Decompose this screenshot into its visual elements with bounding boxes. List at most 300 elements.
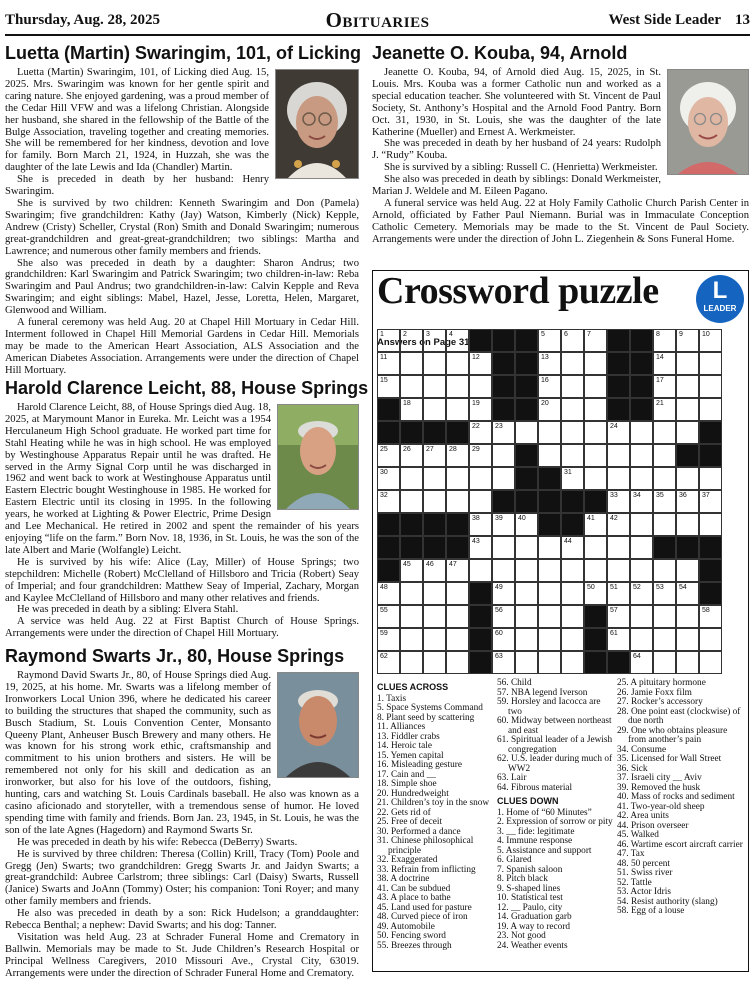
grid-cell[interactable] [630,628,653,651]
grid-cell[interactable] [538,651,561,674]
grid-block [630,375,653,398]
grid-block [515,490,538,513]
grid-cell[interactable]: 41 [584,513,607,536]
grid-cell[interactable]: 58 [699,605,722,628]
grid-cell[interactable] [561,352,584,375]
down-heading: CLUES DOWN [497,796,559,806]
obituary-paragraph: A service was held Aug. 22 at First Baptist Church of House Springs. Arrangements were under the direction of Chapel Hill Mortuary. [5,616,359,640]
grid-cell[interactable] [423,352,446,375]
grid-cell[interactable] [653,444,676,467]
grid-cell[interactable]: 23 [492,421,515,444]
grid-cell[interactable]: 10 [699,329,722,352]
grid-block [630,329,653,352]
grid-block [469,628,492,651]
grid-cell[interactable]: 14 [653,352,676,375]
clue: 11. Alliances [377,722,426,732]
grid-cell[interactable] [561,398,584,421]
grid-cell[interactable] [607,559,630,582]
grid-cell[interactable]: 25 [377,444,400,467]
obituary-kouba [372,42,749,246]
portrait-photo [277,404,359,510]
grid-cell[interactable] [653,513,676,536]
grid-cell[interactable] [492,536,515,559]
grid-cell[interactable]: 31 [561,467,584,490]
clue: 45. Walked [617,830,659,840]
grid-cell[interactable] [607,444,630,467]
grid-cell[interactable] [515,651,538,674]
grid-cell[interactable]: 52 [630,582,653,605]
grid-cell[interactable] [423,490,446,513]
clue: 26. Jamie Foxx film [617,687,692,698]
grid-block [469,582,492,605]
clue: 50. Fencing sword [377,931,446,941]
clue: 52. Tattle [617,877,652,888]
grid-cell[interactable]: 15 [377,375,400,398]
clue: 14. Graduation garb [497,912,572,922]
obituary-swarts [5,645,359,980]
grid-cell[interactable] [492,559,515,582]
grid-cell[interactable] [584,444,607,467]
grid-block [446,421,469,444]
grid-cell[interactable]: 21 [653,398,676,421]
grid-cell[interactable]: 29 [469,444,492,467]
grid-cell[interactable] [561,421,584,444]
grid-block [584,651,607,674]
clue: 17. Cain and __ [377,769,436,780]
clues-column-3 [617,679,745,917]
clue: 33. Refrain from inflicting [377,864,476,875]
grid-cell[interactable] [469,559,492,582]
grid-cell[interactable] [446,651,469,674]
grid-cell[interactable] [446,398,469,421]
grid-cell[interactable] [492,444,515,467]
grid-cell[interactable]: 18 [400,398,423,421]
grid-cell[interactable]: 11 [377,352,400,375]
grid-block [515,467,538,490]
grid-cell[interactable] [469,490,492,513]
clue: 4. Immune response [497,836,573,846]
grid-cell[interactable] [699,467,722,490]
grid-cell[interactable]: 40 [515,513,538,536]
clue: 30. Performed a dance [377,826,461,837]
grid-cell[interactable] [676,628,699,651]
grid-cell[interactable] [423,398,446,421]
obituary-paragraph: He was preceded in death by his wife: Rebecca (DeBerry) Swarts. [17,836,298,848]
clue: 38. A doctrine [377,874,430,884]
clue: 20. Hundredweight [377,788,449,799]
grid-cell[interactable]: 54 [676,582,699,605]
clues-column-2 [497,679,613,951]
grid-cell[interactable] [561,582,584,605]
grid-cell[interactable]: 64 [630,651,653,674]
grid-cell[interactable] [400,375,423,398]
grid-cell[interactable] [400,490,423,513]
grid-cell[interactable]: 43 [469,536,492,559]
grid-cell[interactable]: 51 [607,582,630,605]
grid-cell[interactable]: 57 [607,605,630,628]
grid-cell[interactable]: 59 [377,628,400,651]
grid-cell[interactable] [630,444,653,467]
clue: 31. Chinese philosophical principle [377,836,474,856]
grid-block [515,375,538,398]
grid-block [515,352,538,375]
clue: 43. A place to bathe [377,893,451,903]
clue: 40. Mass of rocks and sediment [617,792,735,802]
grid-cell[interactable]: 27 [423,444,446,467]
grid-cell[interactable] [538,444,561,467]
portrait-photo [667,69,749,175]
grid-cell[interactable]: 20 [538,398,561,421]
grid-cell[interactable] [400,467,423,490]
grid-cell[interactable] [400,651,423,674]
grid-cell[interactable] [584,559,607,582]
grid-cell[interactable] [561,444,584,467]
grid-cell[interactable]: 63 [492,651,515,674]
obituary-paragraph: A funeral ceremony was held Aug. 20 at Chapel Hill Mortuary in Cedar Hill. Interment followed in Chapel Hill Memorial Gardens in Cedar Hill. Memorials may be made to the American Heart Association, ALS Association and the American Diabetes Association. Arrangements were under the direction of Chapel Hill Mortuary. [5,317,359,376]
grid-cell[interactable] [446,467,469,490]
grid-cell[interactable] [538,582,561,605]
grid-cell[interactable] [630,513,653,536]
grid-block [423,513,446,536]
grid-cell[interactable] [676,651,699,674]
grid-cell[interactable] [699,375,722,398]
grid-cell[interactable]: 1 [377,329,400,352]
paper-name: West Side Leader [608,12,721,28]
grid-block [607,352,630,375]
clue: 35. Licensed for Wall Street [617,754,722,764]
obituary-title: Luetta (Martin) Swaringim, 101, of Licking [5,43,362,63]
clue: 58. Egg of a louse [617,906,685,916]
grid-cell[interactable] [400,582,423,605]
grid-cell[interactable] [400,605,423,628]
obituary-title: Jeanette O. Kouba, 94, Arnold [372,43,628,63]
grid-block [469,605,492,628]
grid-cell[interactable]: 32 [377,490,400,513]
obituary-title: Raymond Swarts Jr., 80, House Springs [5,646,345,666]
obituary-body [5,670,359,980]
clue: 47. Tax [617,849,645,859]
grid-block [607,375,630,398]
grid-cell[interactable] [699,352,722,375]
grid-cell[interactable] [676,559,699,582]
clue: 49. Automobile [377,921,435,932]
obituary-body [372,67,749,246]
grid-cell[interactable]: 28 [446,444,469,467]
paper-info [609,12,751,29]
grid-cell[interactable]: 47 [446,559,469,582]
grid-cell[interactable] [515,605,538,628]
grid-cell[interactable]: 60 [492,628,515,651]
clue: 19. A way to record [497,921,571,932]
grid-block [699,444,722,467]
clue: 24. Weather events [497,940,568,951]
grid-cell[interactable]: 44 [561,536,584,559]
clue: 21. Children’s toy in the snow [377,798,490,808]
clue: 18. Simple shoe [377,779,437,789]
grid-cell[interactable] [469,375,492,398]
clue: 56. Child [497,678,532,688]
obituary-paragraph: He also was preceded in death by a son: Rick Hudelson; a granddaughter: Rebecca Benthal; a nephew: David Swarts; and his dog: Tanner. [5,908,359,932]
clue: 16. Misleading gesture [377,760,462,770]
grid-cell[interactable] [561,628,584,651]
grid-cell[interactable] [653,651,676,674]
grid-cell[interactable] [538,605,561,628]
grid-block [492,490,515,513]
grid-cell[interactable]: 30 [377,467,400,490]
leader-logo [696,275,744,323]
grid-cell[interactable] [423,582,446,605]
clue: 5. Space Systems Command [377,703,483,713]
grid-cell[interactable] [676,605,699,628]
grid-cell[interactable]: 26 [400,444,423,467]
obituary-body [5,402,359,640]
grid-cell[interactable] [630,559,653,582]
clue: 51. Swiss river [617,868,673,878]
grid-cell[interactable] [423,375,446,398]
grid-cell[interactable] [699,398,722,421]
grid-cell[interactable]: 6 [561,329,584,352]
grid-block [423,536,446,559]
grid-cell[interactable] [423,605,446,628]
grid-cell[interactable] [423,628,446,651]
clue: 37. Israeli city __ Aviv [617,773,702,783]
grid-cell[interactable]: 39 [492,513,515,536]
grid-cell[interactable] [515,582,538,605]
grid-cell[interactable] [584,536,607,559]
grid-cell[interactable] [699,651,722,674]
grid-cell[interactable]: 22 [469,421,492,444]
grid-cell[interactable]: 13 [538,352,561,375]
grid-cell[interactable] [653,467,676,490]
grid-cell[interactable]: 48 [377,582,400,605]
grid-cell[interactable] [400,628,423,651]
grid-block [377,421,400,444]
clue: 48. 50 percent [617,858,670,869]
issue-date: Thursday, Aug. 28, 2025 [5,12,161,28]
grid-block [469,329,492,352]
grid-cell[interactable] [561,559,584,582]
grid-block [492,352,515,375]
grid-cell[interactable] [423,467,446,490]
answers-note: Answers on Page 31 [377,337,470,348]
clue: 12. __ Paulo, city [497,902,563,913]
grid-block [607,329,630,352]
clue: 61. Spiritual leader of a Jewish congregation [497,735,613,755]
grid-cell[interactable]: 33 [607,490,630,513]
grid-cell[interactable] [676,375,699,398]
obituary-paragraph: Visitation was held Aug. 23 at Schrader Funeral Home and Crematory in Ballwin. Memorials may be made to St. Jude Children’s Research Hospital or Principal Wellness Caregivers, 2010 Missouri Ave., Crystal City, 63019. Arrangements were under the direction of Schrader Funeral Home and Crematory. [5,931,359,979]
clue: 64. Fibrous material [497,782,573,793]
grid-cell[interactable] [653,605,676,628]
clue: 23. Not good [497,931,546,941]
grid-cell[interactable] [607,536,630,559]
clue: 5. Assistance and support [497,845,592,856]
grid-cell[interactable] [653,421,676,444]
grid-cell[interactable]: 19 [469,398,492,421]
grid-cell[interactable] [515,628,538,651]
grid-cell[interactable] [515,559,538,582]
grid-block [515,329,538,352]
grid-cell[interactable] [676,352,699,375]
grid-cell[interactable]: 3 [423,329,446,352]
grid-cell[interactable]: 24 [607,421,630,444]
grid-cell[interactable]: 38 [469,513,492,536]
grid-block [538,490,561,513]
grid-cell[interactable]: 36 [676,490,699,513]
grid-cell[interactable] [584,398,607,421]
grid-cell[interactable]: 46 [423,559,446,582]
clue: 46. Wartime escort aircraft carrier [617,839,743,850]
obituary-paragraph: She is survived by two children: Kenneth Swaringim and Don (Pamela) Swaringim; five grandchildren: Kathy (Jay) Watson, Kimberly (Nick) Kepple, Andrew (Cristy) Scheller, Crystal (Ron) Smith and Donald Swaringim; numerous great-grandchildren and great-great-grandchildren; two siblings: Martha and Lawrence; and numerous other family members and friends. [5,197,359,257]
grid-cell[interactable]: 49 [492,582,515,605]
grid-cell[interactable]: 42 [607,513,630,536]
grid-cell[interactable] [446,582,469,605]
grid-block [538,513,561,536]
obituary-paragraph: A funeral service was held Aug. 22 at Holy Family Catholic Church Parish Center in Arnold, officiated by Father Paul Niemann. Burial was in Immaculate Conception Catholic Cemetery. Memorials may be made to the St. Vincent de Paul Society. Arrangements were under the direction of John L. Ziegenhein & Sons Funeral Home. [372,197,749,245]
grid-cell[interactable]: 8 [653,329,676,352]
grid-cell[interactable] [446,490,469,513]
grid-cell[interactable]: 61 [607,628,630,651]
grid-cell[interactable] [400,352,423,375]
grid-cell[interactable]: 4 [446,329,469,352]
grid-cell[interactable] [561,375,584,398]
grid-cell[interactable] [538,559,561,582]
grid-cell[interactable] [676,421,699,444]
clue: 45. Land used for pasture [377,902,472,913]
grid-cell[interactable]: 50 [584,582,607,605]
grid-block [400,421,423,444]
grid-block [377,398,400,421]
grid-block [676,536,699,559]
grid-cell[interactable] [446,628,469,651]
grid-cell[interactable] [584,375,607,398]
grid-cell[interactable]: 9 [676,329,699,352]
crossword-grid [377,329,721,673]
grid-cell[interactable]: 5 [538,329,561,352]
grid-cell[interactable] [515,536,538,559]
grid-block [699,559,722,582]
grid-cell[interactable]: 56 [492,605,515,628]
grid-cell[interactable]: 45 [400,559,423,582]
grid-cell[interactable] [492,467,515,490]
grid-block [515,398,538,421]
clue: 36. Sick [617,763,648,774]
grid-cell[interactable] [561,605,584,628]
grid-block [653,536,676,559]
obituary-title: Harold Clarence Leicht, 88, House Springs [5,378,369,398]
grid-cell[interactable]: 55 [377,605,400,628]
grid-cell[interactable]: 62 [377,651,400,674]
clue: 25. Free of deceit [377,817,443,827]
grid-cell[interactable]: 35 [653,490,676,513]
clue: 14. Heroic tale [377,741,432,751]
grid-cell[interactable] [676,398,699,421]
clue: 7. Spanish saloon [497,864,563,875]
grid-cell[interactable] [630,605,653,628]
grid-cell[interactable]: 7 [584,329,607,352]
grid-cell[interactable] [584,352,607,375]
grid-cell[interactable] [607,467,630,490]
clue: 44. Prison overseer [617,820,689,831]
clue: 13. Fiddler crabs [377,731,440,742]
grid-cell[interactable]: 12 [469,352,492,375]
grid-block [492,375,515,398]
grid-cell[interactable] [630,421,653,444]
clue: 29. One who obtains pleasure from another’s pain [617,725,728,745]
clue: 27. Rocker’s accessory [617,697,703,707]
clue: 34. Consume [617,744,667,755]
page-number: 13 [735,12,750,28]
grid-cell[interactable] [699,628,722,651]
logo-text: LEADER [703,304,737,313]
grid-block [446,513,469,536]
clue: 55. Breezes through [377,940,452,951]
obituary-paragraph: Luetta (Martin) Swaringim, 101, of Licking died Aug. 15, 2025. Mrs. Swaringim was known for her gentle spirit and caring nature. She enjoyed gardening, was a proud member of the Cedar Hill VFW and was a lifelong Christian. Alongside her husband, she shared in the fellowship of the Battle of the Bulge Association, traveling together and creating memories. She will be remembered for her kindness, devotion and love for family. Born March 21, 1924, in Huzzah, she was the daughter of the late Lewis and Ida (Chandler) Martin. [5,67,269,174]
grid-cell[interactable] [446,352,469,375]
grid-cell[interactable] [538,536,561,559]
obituary-paragraph: She also was preceded in death by siblings: Donald Werkmeister, Marian J. Weldele and M. Eileen Pagano. [372,174,661,198]
clue: 39. Removed the husk [617,782,701,793]
grid-cell[interactable] [584,467,607,490]
grid-cell[interactable] [630,536,653,559]
clue: 2. Expression of sorrow or pity [497,817,613,827]
grid-cell[interactable] [538,421,561,444]
grid-cell[interactable] [561,651,584,674]
grid-cell[interactable]: 37 [699,490,722,513]
grid-block [400,513,423,536]
grid-block [377,536,400,559]
page-header [5,8,750,36]
grid-cell[interactable] [676,467,699,490]
clue: 8. Pitch black [497,874,548,884]
grid-cell[interactable] [538,628,561,651]
obituary-paragraph: She is preceded in death by her husband: Henry Swaringim. [5,174,269,198]
grid-cell[interactable] [630,467,653,490]
clue: 32. Exaggerated [377,855,438,865]
grid-cell[interactable] [515,421,538,444]
clue: 25. A pituitary hormone [617,678,706,688]
grid-cell[interactable] [584,421,607,444]
clue: 42. Area units [617,811,669,821]
obituary-paragraph: He is survived by three children: Theresa (Collin) Krill, Tracy (Tom) Poole and Gregg (Jen) Swarts; two grandchildren: Gregg Swarts Jr. and Jaidyn Swarts; a great-grandchild: Aubree Carlstrom; three siblings: Carl (Daisy) Swarts, Russell (Janice) Swarts and JoAnn (Tommy) Oster; his companion: Toni Royer; and many other family members and friends. [5,848,359,908]
grid-cell[interactable] [446,375,469,398]
grid-cell[interactable] [676,513,699,536]
grid-block [676,444,699,467]
clue: 9. S-shaped lines [497,883,561,894]
clue: 54. Resist authority (slang) [617,896,718,907]
grid-cell[interactable] [699,513,722,536]
clue: 41. Two-year-old sheep [617,801,705,812]
across-heading: CLUES ACROSS [377,682,449,692]
grid-block [561,513,584,536]
grid-cell[interactable]: 17 [653,375,676,398]
crossword-title: Crossword puzzle [377,270,659,312]
grid-block [607,651,630,674]
grid-cell[interactable] [446,605,469,628]
grid-cell[interactable]: 16 [538,375,561,398]
grid-cell[interactable]: 2 [400,329,423,352]
grid-cell[interactable]: 34 [630,490,653,513]
grid-cell[interactable] [653,559,676,582]
grid-block [469,651,492,674]
portrait-photo [277,672,359,778]
clue: 62. U.S. leader during much of WW2 [497,754,613,774]
grid-cell[interactable] [653,628,676,651]
grid-cell[interactable]: 53 [653,582,676,605]
clue: 59. Horsley and Iacocca are two [497,697,601,717]
grid-cell[interactable] [423,651,446,674]
grid-cell[interactable] [469,467,492,490]
